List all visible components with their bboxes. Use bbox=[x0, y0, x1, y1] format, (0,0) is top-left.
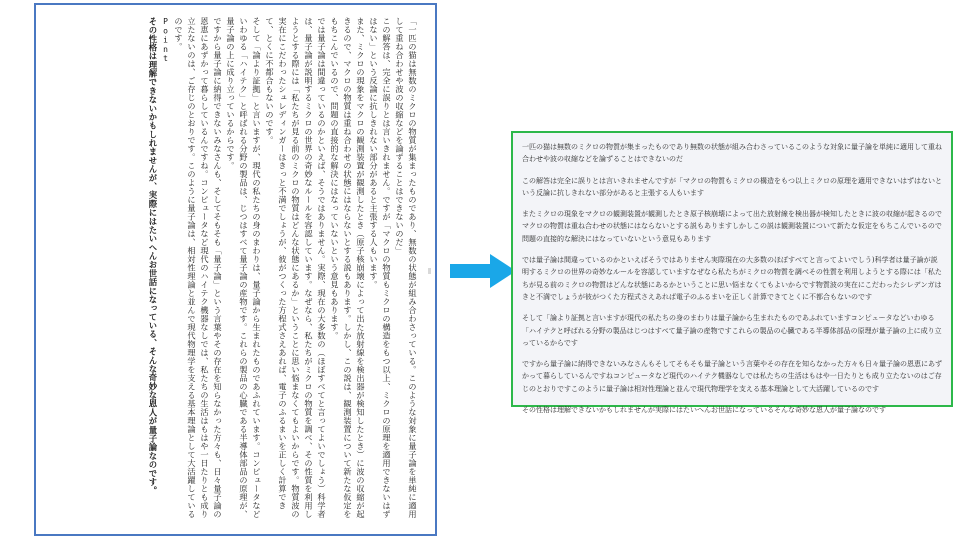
scan-paragraph-6: ですから量子論に納得できないみなさんも、そしてそもそも「量子論」という言葉やその存在を知らなかった方々も、日々量子論の恩恵にあずかって暮らしているんですね。コンピュータなど現代のハイテク機器なしでは、私たちの生活はもはや一日たりとも成り立たないのは、ご存じのとおりです。このように量子論は、相対性理論と並んで現代物理学を支える基本理論として大活躍しているのです。 bbox=[174, 17, 223, 519]
ocr-paragraph-5: そして「論より証拠と言いますが現代の私たちの身のまわりは量子論から生まれたものであふれていますコンピュータなどいわゆる「ハイテクと呼ばれる分野の製品はじつはすべて量子論の産物ですこれらの製品の心臓である半導体部品の原理が量子論の上に成り立っているからです bbox=[522, 314, 942, 347]
ocr-paragraph-6: ですから量子論に納得できないみなさんもそしてそもそも量子論という言葉やその存在を知らなかった方々も日々量子論の恩恵にあずかって暮らしているんですねコンピュータなど現代のハイテク機器なしでは私たちの生活はもはや一日たりとも成り立たないのはご存じのとおりですこのように量子論は相対性理論と並んで現代物理学を支える基本理論として大活躍しているのです bbox=[522, 360, 942, 393]
ocr-paragraph-1: 一匹の猫は無数のミクロの物質が集まったものであり無数の状態が組み合わさっているこのような対象に量子論を単純に適用して重ね合わせや波の収縮などを論ずることはできないのだ bbox=[522, 143, 942, 164]
scan-paragraph-3: また、ミクロの現象をマクロの観測装置が観測したとき（原子核崩壊によって出た放射線を検出器が検知したとき）に波の収縮が起きるので、マクロの物質は重ね合わせの状態にはならないとする説もあります。しかし、この説は、観測装置について新たな仮定をもちこんでいるので、問題の直接的な解決にはなっていないという意見もあります。 bbox=[330, 17, 366, 519]
ocr-paragraph-3: またミクロの現象をマクロの観測装置が観測したとき原子核崩壊によって出た放射線を検出器が検知したときに波の収縮が起きるのでマクロの物質は重ね合わせの状態にはならないとする説もありますしかしこの説は観測装置について新たな仮定をもちこんでいるので問題の直接的な解決にはなっていないという意見もあります bbox=[522, 210, 942, 243]
scan-paragraph-1: 「一匹の猫は無数のミクロの物質が集まったものであり、無数の状態が組み合わさっている。このような対象に量子論を単純に適用して重ね合わせや波の収縮などを論ずることはできないのだ」 bbox=[395, 17, 418, 519]
scan-paragraph-5: そして「論より証拠」と言いますが、現代の私たちの身のまわりは、量子論から生まれたものであふれています。コンピュータなどいわゆる「ハイテク」と呼ばれる分野の製品は、じつはすべて量子論の産物です。これらの製品の心臓である半導体部品の原理が、量子論の上に成り立っているからです。 bbox=[226, 17, 262, 519]
page-edge-marker bbox=[428, 268, 431, 274]
vertical-text-column bbox=[47, 17, 419, 522]
ocr-paragraph-4: では量子論は間違っているのかといえばそうではありません実際現在の大多数のほぼすべてと言ってよいでしう)科学者は量子論が説明するミクロの世界の奇妙なルールを容認していますなぜなら私たちがミクロの物質を調べその性質を利用しようとする際には「私たちが見る前のミクロの物質はどんな状態にあるかということに思い悩まなくてもよいからです物質波の実在にこだわったシレデンガはきと不満でしょうが彼がつくた方程式さえあれば電子のふるまいを正しく計算できてとくに不都合もないのです bbox=[522, 256, 942, 301]
arrow-right-icon bbox=[448, 252, 518, 290]
point-text: その性格は理解できないかもしれませんが、実際にはたいへんお世話になっている、そんな奇妙な恩人が量子論なのです。 bbox=[148, 17, 158, 495]
scan-paragraph-4: では量子論は間違っているのかといえば、そうではありません。実際、現在の大多数の（ほぼすべてと言ってよいでしょう）科学者は、量子論が説明するミクロの世界の奇妙なルールを容認しています。なぜなら、私たちがミクロの物質を調べ、その性質を利用しようとする際には「私たちが見る前のミクロの物質はどんな状態にあるか」ということに思い悩まなくてもよいからです。物質波の実在にこだわったシュレディンガーはきっと不満でしょうが、彼がつくった方程式さえあれば、電子のふるまいを正しく計算できて、とくに不都合もないのです。 bbox=[265, 17, 327, 519]
scanned-page bbox=[34, 3, 437, 536]
ocr-paragraph-2: この解答は完全に誤りとは言いきれませんですが「マクロの物質もミクロの構造をもつ以上ミクロの原理を適用できないはずはないという反論に抗しきれない部分があると主張する人もいます bbox=[522, 176, 942, 197]
ocr-paragraph-7: その性格は理解できないかもしれませんが実際にはたいへんお世話になっているそんな奇妙な恩人が量子論なのです bbox=[522, 406, 886, 415]
point-label: Point bbox=[161, 17, 170, 64]
scan-paragraph-2: この解答は、完全に誤りとは言いきれません。ですが「マクロの物質もミクロの構造をもつ以上、ミクロの原理を適用できないはずはない」という反論に抗しきれない部分があると主張する人もいます。 bbox=[369, 17, 392, 519]
ocr-output-panel bbox=[511, 131, 953, 415]
